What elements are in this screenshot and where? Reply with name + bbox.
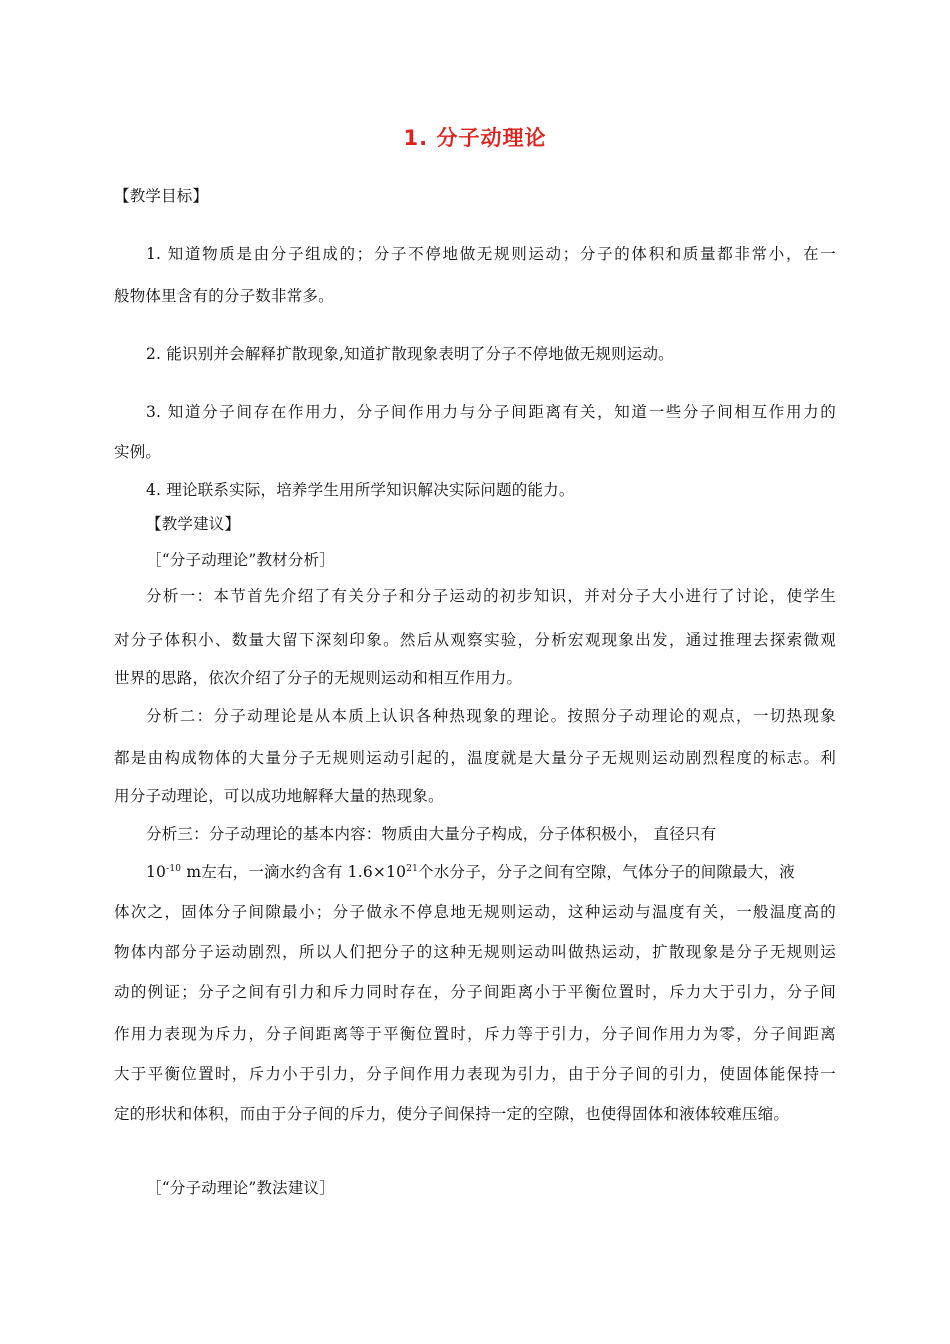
method-heading: ［“分子动理论”教法建议］ xyxy=(146,1179,335,1197)
analysis-3-line-3: 体次之，固体分子间隙最小；分子做永不停息地无规则运动，这种运动与温度有关，一般温度高的 xyxy=(114,903,836,921)
text-segment: m左右，一滴水约含有 1.6×10 xyxy=(181,863,407,881)
analysis-2-line-3: 用分子动理论，可以成功地解释大量的热现象。 xyxy=(114,787,444,805)
analysis-3-line-8: 定的形状和体积，而由于分子间的斥力，使分子间保持一定的空隙，也使得固体和液体较难压缩。 xyxy=(114,1105,790,1123)
analysis-1-line-1: 分析一：本节首先介绍了有关分子和分子运动的初步知识，并对分子大小进行了讨论，使学生 xyxy=(146,587,836,605)
analysis-3-line-4: 物体内部分子运动剧烈，所以人们把分子的这种无规则运动叫做热运动，扩散现象是分子无规则运 xyxy=(114,943,836,961)
exponent-value: -10 xyxy=(166,864,182,874)
goal-2: 2. 能识别并会解释扩散现象,知道扩散现象表明了分子不停地做无规则运动。 xyxy=(146,345,674,363)
goal-3-line-2: 实例。 xyxy=(114,443,162,461)
exponent-base: 10 xyxy=(146,863,167,881)
text-segment: 个水分子，分子之间有空隙，气体分子的间隙最大，液 xyxy=(418,863,795,881)
analysis-3-line-6: 作用力表现为斥力，分子间距离等于平衡位置时，斥力等于引力，分子间作用力为零，分子间距离 xyxy=(114,1025,836,1043)
analysis-3-line-5: 动的例证；分子之间有引力和斥力同时存在，分子间距离小于平衡位置时，斥力大于引力，分子间 xyxy=(114,983,836,1001)
analysis-2-line-2: 都是由构成物体的大量分子无规则运动引起的，温度就是大量分子无规则运动剧烈程度的标志。利 xyxy=(114,749,836,767)
goal-4: 4. 理论联系实际，培养学生用所学知识解决实际问题的能力。 xyxy=(146,481,575,499)
analysis-1-line-3: 世界的思路，依次介绍了分子的无规则运动和相互作用力。 xyxy=(114,669,523,687)
analysis-heading: ［“分子动理论”教材分析］ xyxy=(146,551,335,569)
page-title: 1. 分子动理论 xyxy=(403,126,547,150)
analysis-1-line-2: 对分子体积小、数量大留下深刻印象。然后从观察实验，分析宏观现象出发，通过推理去探索微观 xyxy=(114,631,836,649)
advice-heading: 【教学建议】 xyxy=(146,515,241,533)
exponent-value: 21 xyxy=(406,864,419,874)
analysis-3-line-2 xyxy=(146,862,795,882)
goals-heading: 【教学目标】 xyxy=(114,187,209,205)
analysis-3-line-7: 大于平衡位置时，斥力小于引力，分子间作用力表现为引力，由于分子间的引力，使固体能保持一 xyxy=(114,1065,836,1083)
goal-3-line-1: 3. 知道分子间存在作用力，分子间作用力与分子间距离有关，知道一些分子间相互作用力的 xyxy=(146,403,836,421)
analysis-2-line-1: 分析二：分子动理论是从本质上认识各种热现象的理论。按照分子动理论的观点，一切热现象 xyxy=(146,707,836,725)
goal-1-line-1: 1. 知道物质是由分子组成的；分子不停地做无规则运动；分子的体积和质量都非常小，在一 xyxy=(146,245,836,263)
analysis-3-line-1: 分析三：分子动理论的基本内容：物质由大量分子构成，分子体积极小， 直径只有 xyxy=(146,825,717,843)
goal-1-line-2: 般物体里含有的分子数非常多。 xyxy=(114,287,334,305)
